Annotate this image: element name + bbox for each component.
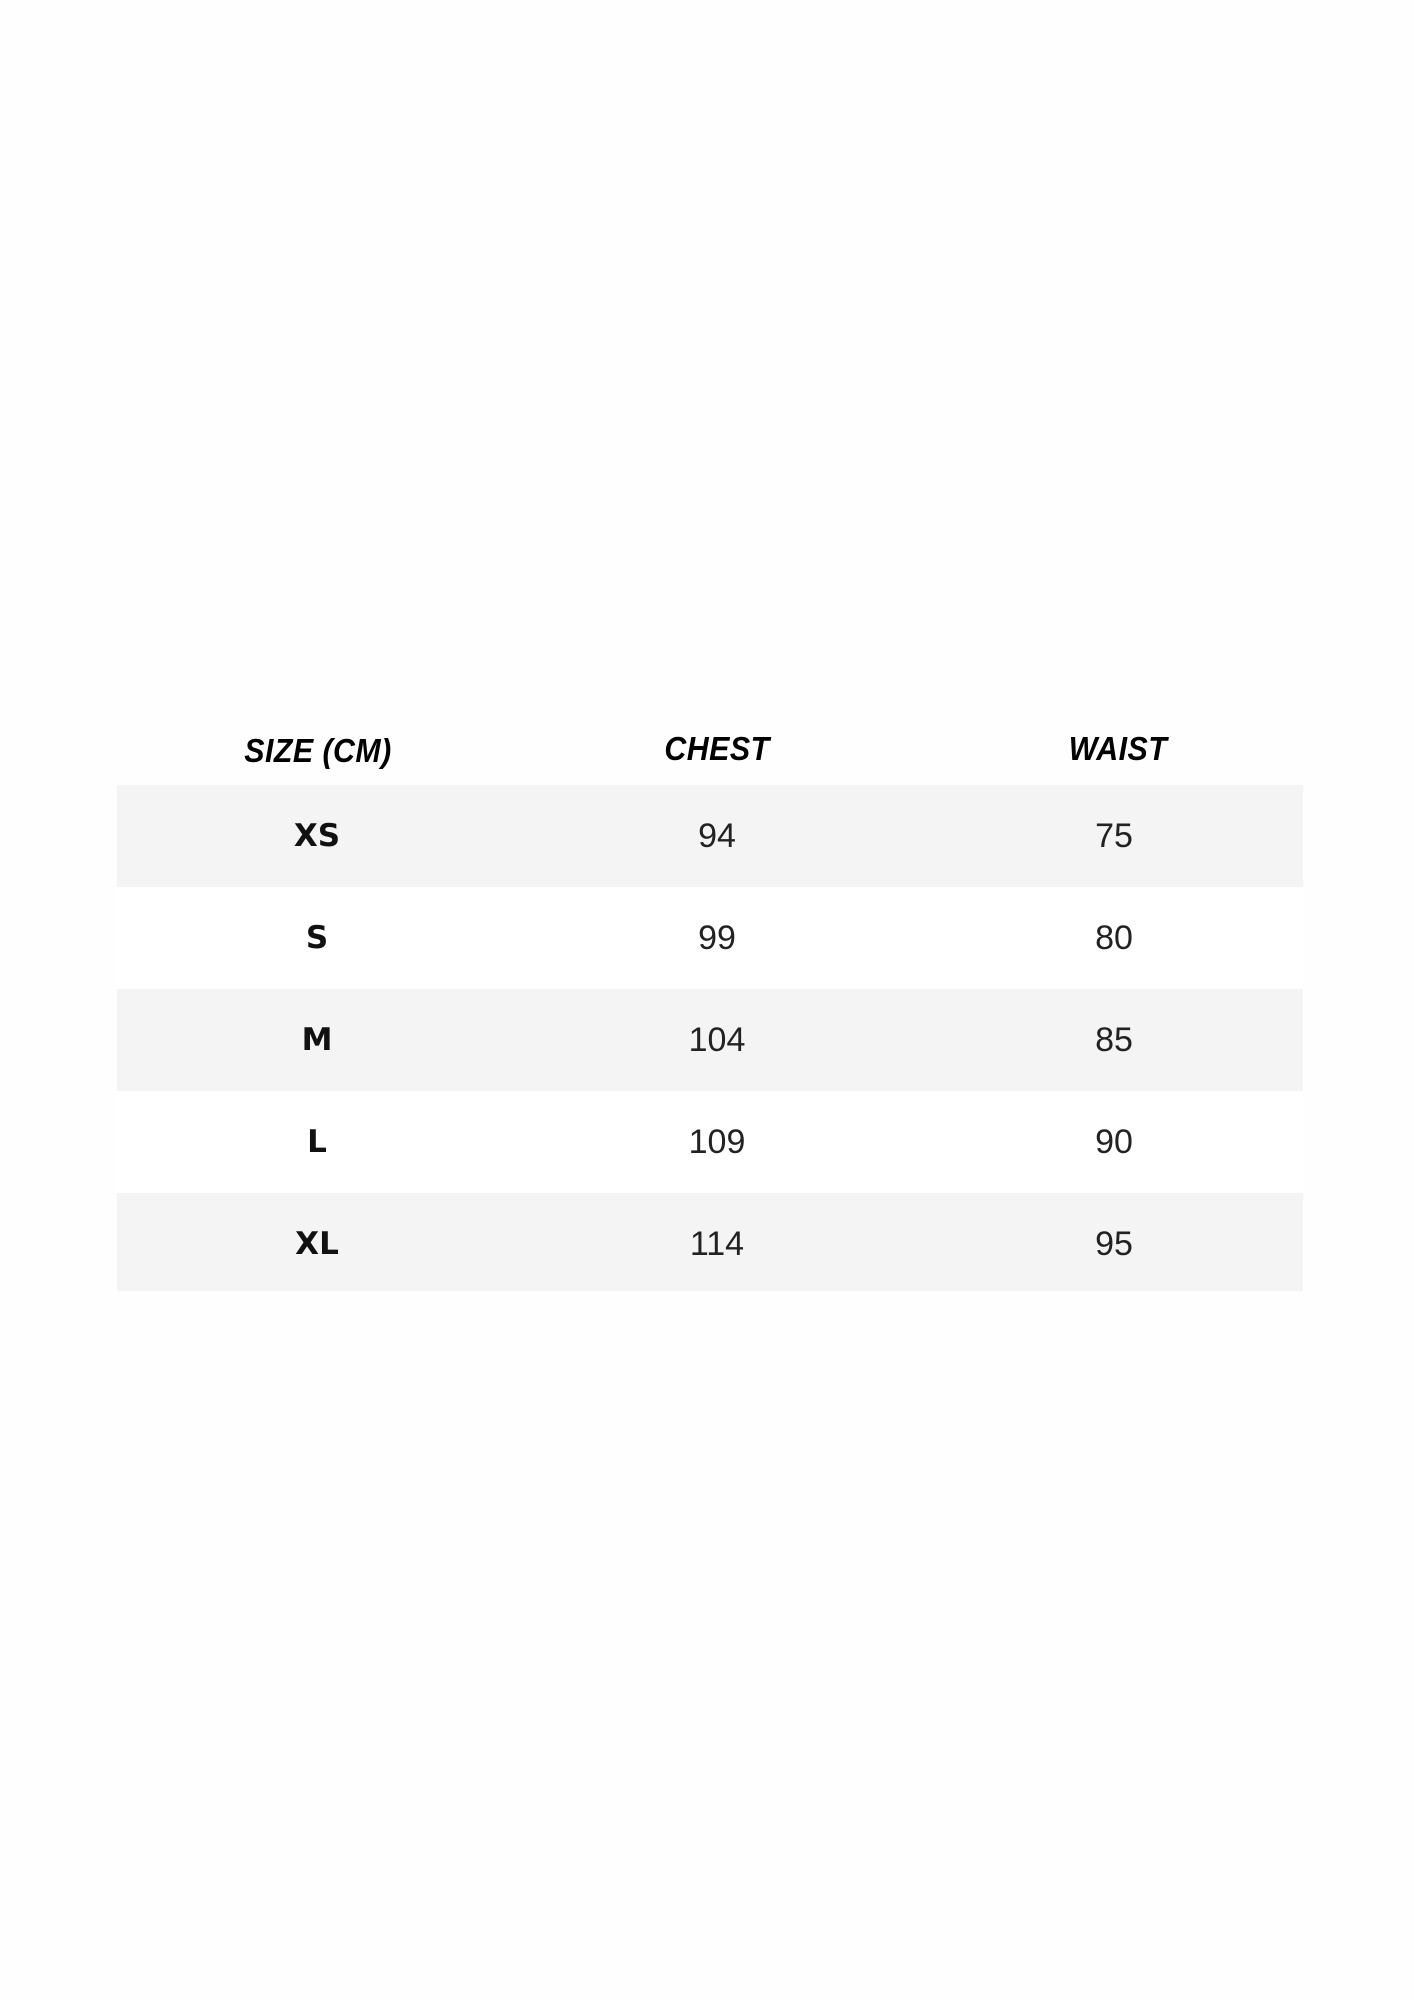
waist-cell: 90	[1095, 1123, 1133, 1161]
waist-cell: 95	[1095, 1225, 1133, 1263]
table-body	[117, 785, 1303, 1291]
header-size: SIZE (CM)	[244, 732, 392, 769]
size-cell: M	[301, 1022, 333, 1058]
table-row	[117, 887, 1303, 989]
size-chart-table	[117, 690, 1303, 1263]
table-row	[117, 1193, 1303, 1291]
chest-cell: 109	[688, 1123, 746, 1161]
chest-cell: 99	[698, 919, 736, 957]
chest-cell: 104	[688, 1021, 746, 1059]
table-row	[117, 989, 1303, 1091]
waist-cell: 75	[1095, 817, 1133, 855]
header-chest: CHEST	[664, 730, 770, 767]
size-cell: XS	[293, 818, 341, 854]
size-cell: S	[305, 920, 329, 956]
size-cell: L	[307, 1124, 327, 1160]
waist-cell: 85	[1095, 1021, 1133, 1059]
waist-cell: 80	[1095, 919, 1133, 957]
header-waist: WAIST	[1068, 730, 1168, 767]
size-cell: XL	[295, 1226, 339, 1262]
chest-cell: 94	[698, 817, 736, 855]
chest-cell: 114	[689, 1225, 745, 1263]
table-header	[117, 690, 1303, 783]
table-row	[117, 785, 1303, 887]
table-row	[117, 1091, 1303, 1193]
